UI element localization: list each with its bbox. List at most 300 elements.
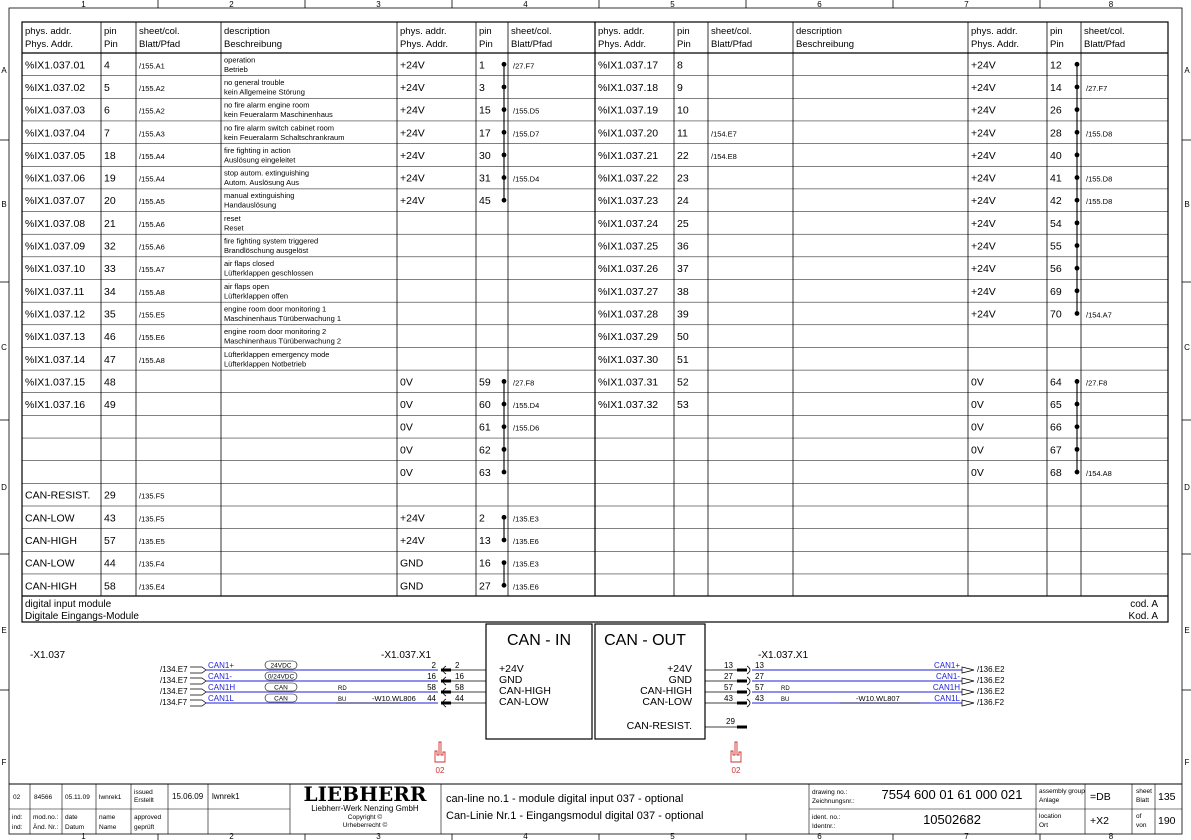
- pin-number: 47: [104, 353, 116, 366]
- potential-address: +24V: [400, 149, 425, 162]
- connector-arrow: [962, 667, 974, 673]
- potential-pin: 60: [479, 399, 491, 412]
- can-in-signal: +24V: [499, 663, 524, 675]
- connector-pin: 27: [755, 672, 764, 681]
- plug-symbol: [747, 699, 750, 707]
- title-field-label: drawing no.:: [812, 789, 848, 796]
- potential-reference: /27.F8: [1086, 378, 1108, 388]
- description-en: engine room door monitoring 2: [224, 327, 327, 337]
- header-label: Blatt/Pfad: [1084, 39, 1126, 50]
- connector-label: -X1.037.X1: [381, 650, 432, 661]
- potential-pin: 59: [479, 376, 491, 389]
- connector-label: -X1.037.X1: [758, 650, 809, 661]
- potential-reference: /135.E3: [513, 514, 539, 524]
- potential-reference: /135.E3: [513, 559, 539, 569]
- potential-reference: /154.A8: [1086, 469, 1112, 479]
- connector-pin: 57: [755, 683, 764, 692]
- pin-number: 29: [104, 489, 116, 502]
- pin-number: 10: [677, 104, 689, 117]
- rev-date: 05.11.09: [65, 794, 90, 801]
- sheet-reference: /135.F4: [139, 559, 165, 569]
- title-field-label: von: [1136, 822, 1147, 829]
- potential-address: 0V: [971, 421, 984, 434]
- phys-address: %IX1.037.10: [25, 263, 86, 276]
- sheet-reference: /135.F5: [139, 491, 165, 501]
- sheet-reference: /154.E8: [711, 151, 737, 161]
- potential-address: +24V: [400, 59, 425, 72]
- potential-pin: 15: [479, 104, 491, 117]
- phys-address: CAN-LOW: [25, 557, 75, 570]
- row-marker: B: [1, 200, 7, 209]
- potential-address: 0V: [971, 467, 984, 480]
- potential-pin: 17: [479, 127, 491, 140]
- cross-reference: /134.E7: [160, 665, 188, 674]
- cross-reference: /134.E7: [160, 687, 188, 696]
- cross-reference: /134.E7: [160, 676, 188, 685]
- terminal-pin: 16: [455, 672, 464, 681]
- cable-label: -W10.WL807: [856, 694, 900, 703]
- header-label: Blatt/Pfad: [511, 39, 553, 50]
- sheet-reference: /155.A6: [139, 219, 165, 229]
- can-out-signal: CAN-LOW: [642, 696, 692, 708]
- phys-address: %IX1.037.32: [598, 399, 659, 412]
- terminal-pin: 13: [724, 661, 733, 670]
- row-marker: F: [1184, 758, 1190, 767]
- potential-pin: 70: [1050, 308, 1062, 321]
- potential-address: +24V: [400, 534, 425, 547]
- potential-pin: 14: [1050, 81, 1062, 94]
- pin-number: 7: [104, 127, 110, 140]
- pin-number: 58: [104, 580, 116, 593]
- description-en: no fire alarm engine room: [224, 100, 310, 110]
- header-label: Pin: [104, 39, 118, 50]
- potential-pin: 2: [479, 512, 485, 525]
- total-sheets: 190: [1158, 815, 1176, 827]
- potential-address: GND: [400, 580, 424, 593]
- header-label: Phys. Addr.: [400, 39, 449, 50]
- potential-pin: 31: [479, 172, 491, 185]
- sheet-reference: /155.A1: [139, 61, 165, 71]
- title-field-label: Erstellt: [134, 797, 154, 804]
- column-marker: 1: [81, 0, 86, 9]
- pin-bar: [737, 680, 747, 683]
- phys-address: %IX1.037.16: [25, 399, 86, 412]
- pin-bar: [441, 691, 451, 694]
- phys-address: CAN-HIGH: [25, 580, 77, 593]
- connector-arrow: [962, 678, 974, 684]
- connector-arrow: [962, 689, 974, 695]
- header-label: Pin: [677, 39, 691, 50]
- potential-address: 0V: [400, 467, 413, 480]
- potential-address: +24V: [400, 127, 425, 140]
- potential-address: +24V: [971, 240, 996, 253]
- description-de: Lüfterklappen Notbetrieb: [224, 359, 307, 369]
- connector-pin: 44: [427, 694, 436, 703]
- sheet-reference: /155.A2: [139, 106, 165, 116]
- phys-address: %IX1.037.02: [25, 81, 86, 94]
- sheet-reference: /155.E6: [139, 333, 165, 343]
- header-label: sheet/col.: [511, 26, 552, 37]
- description-de: kein Allgemeine Störung: [224, 87, 305, 97]
- description-en: engine room door monitoring 1: [224, 304, 327, 314]
- header-label: Phys. Addr.: [25, 39, 74, 50]
- connector-pin: 13: [755, 661, 764, 670]
- title-field-label: of: [1136, 813, 1142, 820]
- phys-address: %IX1.037.08: [25, 217, 86, 230]
- potential-address: +24V: [971, 217, 996, 230]
- description-de: Handauslösung: [224, 200, 277, 210]
- pin-number: 33: [104, 263, 116, 276]
- signal-name: CAN1L: [208, 694, 234, 703]
- pin-bar: [441, 680, 451, 683]
- description-de: Betrieb: [224, 64, 248, 74]
- potential-address: 0V: [971, 376, 984, 389]
- row-marker: A: [1184, 66, 1190, 75]
- potential-reference: /135.E6: [513, 582, 539, 592]
- cross-reference: /136.E2: [977, 676, 1005, 685]
- wire-tag-text: 0/24VDC: [267, 673, 295, 681]
- potential-pin: 63: [479, 467, 491, 480]
- phys-address: %IX1.037.11: [25, 285, 85, 298]
- row-marker: A: [1, 66, 7, 75]
- title-field-label: Identnr.:: [812, 823, 836, 830]
- description-en: air flaps open: [224, 281, 270, 291]
- wire-tag-text: CAN: [274, 695, 288, 703]
- terminal-label: -X1.037: [30, 650, 66, 661]
- potential-reference: /27.F7: [513, 61, 535, 71]
- can-in-title: CAN - IN: [507, 632, 571, 649]
- potential-pin: 68: [1050, 467, 1062, 480]
- sheet-reference: /135.E4: [139, 582, 165, 592]
- pin-number: 34: [104, 285, 116, 298]
- pin-number: 36: [677, 240, 689, 253]
- row-marker: F: [1, 758, 7, 767]
- title-field-label: date: [65, 814, 78, 821]
- sheet-reference: /155.A4: [139, 151, 165, 161]
- sheet-reference: /155.A8: [139, 287, 165, 297]
- potential-address: 0V: [400, 399, 413, 412]
- row-marker: B: [1184, 200, 1190, 209]
- row-marker: D: [1184, 483, 1190, 492]
- phys-address: %IX1.037.17: [598, 59, 659, 72]
- issued-name: lwnrek1: [212, 792, 240, 801]
- cross-reference: /136.E2: [977, 665, 1005, 674]
- column-marker: 3: [376, 0, 381, 9]
- signal-name: CAN1-: [935, 672, 960, 681]
- header-label: phys. addr.: [598, 26, 645, 37]
- description-en: air flaps closed: [224, 259, 275, 269]
- description-en: operation: [224, 55, 256, 65]
- potential-pin: 30: [479, 149, 491, 162]
- pin-number: 18: [104, 149, 116, 162]
- header-label: pin: [1050, 26, 1063, 37]
- phys-address: %IX1.037.07: [25, 195, 86, 208]
- potential-pin: 13: [479, 534, 491, 547]
- pin-number: 5: [104, 81, 110, 94]
- title-field-label: ind:: [12, 814, 23, 821]
- header-label: Blatt/Pfad: [139, 39, 181, 50]
- pin-number: 39: [677, 308, 689, 321]
- column-marker: 4: [523, 832, 528, 840]
- title-field-label: approved: [134, 814, 162, 821]
- copyright-en: Copyright ©: [347, 814, 383, 821]
- signal-name: CAN1+: [933, 661, 960, 670]
- connector-arrow: [190, 678, 206, 684]
- terminal-pin: 44: [455, 694, 464, 703]
- plug-symbol: [747, 688, 750, 696]
- pin-number: 44: [104, 557, 116, 570]
- potential-reference: /155.D8: [1086, 197, 1113, 207]
- potential-address: +24V: [400, 104, 425, 117]
- potential-reference: /154.A7: [1086, 310, 1112, 320]
- pin-bar: [737, 691, 747, 694]
- row-marker: E: [1184, 626, 1190, 635]
- pin-number: 6: [104, 104, 110, 117]
- header-label: Blatt/Pfad: [711, 39, 753, 50]
- sheet-reference: /135.E5: [139, 536, 165, 546]
- row-marker: E: [1, 626, 7, 635]
- phys-address: %IX1.037.15: [25, 376, 86, 389]
- description-de: Auslösung eingeleitet: [224, 155, 296, 165]
- header-label: Beschreibung: [224, 39, 283, 50]
- connector-arrow: [962, 700, 974, 706]
- phys-address: %IX1.037.30: [598, 353, 659, 366]
- phys-address: CAN-LOW: [25, 512, 75, 525]
- cross-reference: /136.E2: [977, 687, 1005, 696]
- potential-reference: /135.E6: [513, 536, 539, 546]
- potential-address: +24V: [971, 81, 996, 94]
- description-de: Lüfterklappen geschlossen: [224, 268, 314, 278]
- column-marker: 7: [964, 0, 969, 9]
- drawing-number: 7554 600 01 61 000 021: [881, 787, 1023, 802]
- copyright-de: Urheberrecht ©: [342, 822, 388, 829]
- column-marker: 2: [229, 0, 234, 9]
- title-field-label: Anlage: [1039, 797, 1060, 804]
- title-field-label: Zeichnungsnr.:: [812, 798, 855, 805]
- can-in-signal: CAN-HIGH: [499, 685, 551, 697]
- pin-number: 24: [677, 195, 689, 208]
- potential-pin: 1: [479, 59, 485, 72]
- can-in-signal: GND: [499, 674, 523, 686]
- description-en: Lüfterklappen emergency mode: [224, 349, 330, 359]
- phys-address: %IX1.037.19: [598, 104, 659, 117]
- module-caption-de: Digitale Eingangs-Module: [25, 611, 139, 622]
- column-marker: 7: [964, 832, 969, 840]
- phys-address: CAN-RESIST.: [25, 489, 91, 502]
- phys-address: %IX1.037.27: [598, 285, 659, 298]
- wire-color: BU: [781, 697, 790, 703]
- phys-address: %IX1.037.22: [598, 172, 659, 185]
- potential-address: 0V: [971, 399, 984, 412]
- assembly-group: =DB: [1090, 791, 1111, 803]
- sheet-number: 135: [1158, 791, 1176, 803]
- pin-number: 43: [104, 512, 116, 525]
- column-marker: 8: [1108, 832, 1114, 840]
- wire-color: RD: [338, 686, 347, 692]
- pin-number: 46: [104, 331, 116, 344]
- potential-pin: 65: [1050, 399, 1062, 412]
- title-field-label: Name: [99, 824, 117, 831]
- potential-address: 0V: [400, 421, 413, 434]
- potential-reference: /155.D5: [513, 106, 540, 116]
- pin-number: 4: [104, 59, 110, 72]
- phys-address: %IX1.037.20: [598, 127, 659, 140]
- header-label: sheet/col.: [1084, 26, 1125, 37]
- title-field-label: Datum: [65, 824, 85, 831]
- potential-pin: 27: [479, 580, 491, 593]
- signal-name: CAN1H: [932, 683, 960, 692]
- potential-address: +24V: [400, 81, 425, 94]
- potential-reference: /155.D4: [513, 401, 540, 411]
- potential-pin: 16: [479, 557, 491, 570]
- title-field-label: geprüft: [134, 824, 155, 831]
- phys-address: %IX1.037.06: [25, 172, 86, 185]
- phys-address: %IX1.037.03: [25, 104, 86, 117]
- connector-pin: 16: [427, 672, 436, 681]
- wire-color: RD: [781, 686, 790, 692]
- potential-reference: /27.F8: [513, 378, 535, 388]
- potential-pin: 61: [479, 421, 491, 434]
- drawing-title-en: can-line no.1 - module digital input 037 - optional: [446, 793, 684, 805]
- header-label: phys. addr.: [400, 26, 447, 37]
- plug-symbol: [747, 677, 750, 685]
- description-de: Lüfterklappen offen: [224, 291, 289, 301]
- phys-address: %IX1.037.29: [598, 331, 659, 344]
- can-out-signal: GND: [668, 674, 692, 686]
- pin-number: 57: [104, 534, 116, 547]
- pin-number: 19: [104, 172, 116, 185]
- pin-number: 48: [104, 376, 116, 389]
- connector-pin: 43: [755, 694, 764, 703]
- connector-arrow: [190, 689, 206, 695]
- description-de: Maschinenhaus Türüberwachung 2: [224, 336, 342, 346]
- phys-address: %IX1.037.01: [25, 59, 86, 72]
- phys-address: %IX1.037.25: [598, 240, 659, 253]
- potential-pin: 55: [1050, 240, 1062, 253]
- potential-pin: 64: [1050, 376, 1062, 389]
- terminal-pin: 57: [724, 683, 733, 692]
- header-label: phys. addr.: [971, 26, 1018, 37]
- column-marker: 6: [817, 832, 822, 840]
- pin-number: 53: [677, 399, 689, 412]
- pin-number: 11: [677, 127, 688, 140]
- can-in-signal: CAN-LOW: [499, 696, 549, 708]
- potential-address: +24V: [971, 149, 996, 162]
- potential-reference: /155.D4: [513, 174, 540, 184]
- potential-address: +24V: [971, 127, 996, 140]
- potential-address: 0V: [971, 444, 984, 457]
- pin-bar: [737, 669, 747, 672]
- column-marker: 5: [670, 0, 675, 9]
- title-field-label: Änd. Nr.:: [33, 824, 59, 831]
- potential-address: +24V: [971, 172, 996, 185]
- phys-address: CAN-HIGH: [25, 534, 77, 547]
- title-field-label: issued: [134, 789, 153, 796]
- signal-name: CAN1-: [208, 672, 233, 681]
- potential-pin: 67: [1050, 444, 1062, 457]
- pin-number: 49: [104, 399, 116, 412]
- pin-number: 25: [677, 217, 689, 230]
- sheet-reference: /155.A2: [139, 83, 165, 93]
- header-label: sheet/col.: [711, 26, 752, 37]
- potential-address: 0V: [400, 444, 413, 457]
- pin-number: 37: [677, 263, 689, 276]
- potential-reference: /155.D8: [1086, 174, 1113, 184]
- potential-reference: /155.D7: [513, 129, 540, 139]
- pin-number: 38: [677, 285, 689, 298]
- potential-address: +24V: [971, 104, 996, 117]
- connector-arrow: [190, 700, 206, 706]
- potential-address: +24V: [971, 308, 996, 321]
- can-out-signal: CAN-HIGH: [640, 685, 692, 697]
- description-de: Brandlöschung ausgelöst: [224, 246, 309, 256]
- pin-number: 35: [104, 308, 116, 321]
- sheet-reference: /155.A7: [139, 265, 165, 275]
- signal-name: CAN1L: [934, 694, 960, 703]
- header-label: description: [796, 26, 842, 37]
- can-out-signal: CAN-RESIST.: [626, 720, 692, 732]
- description-de: Autom. Auslösung Aus: [224, 178, 300, 188]
- header-label: pin: [677, 26, 690, 37]
- pin-number: 32: [104, 240, 116, 253]
- pin-number: 50: [677, 331, 689, 344]
- rev-name: lwnrek1: [99, 794, 122, 801]
- column-marker: 5: [670, 832, 675, 840]
- potential-reference: /155.D8: [1086, 129, 1113, 139]
- terminal-pin: 27: [724, 672, 733, 681]
- potential-address: +24V: [971, 285, 996, 298]
- sheet-reference: /155.A3: [139, 129, 165, 139]
- column-marker: 1: [81, 832, 86, 840]
- wire-tag-text: CAN: [274, 684, 288, 692]
- mark-label: 02: [435, 766, 445, 775]
- location: +X2: [1090, 815, 1109, 827]
- title-field-label: mod.no.:: [33, 814, 59, 821]
- title-field-label: Blatt: [1136, 797, 1150, 804]
- title-field-label: ind:: [12, 824, 23, 831]
- phys-address: %IX1.037.09: [25, 240, 86, 253]
- cable-label: -W10.WL806: [372, 694, 416, 703]
- row-marker: D: [1, 483, 7, 492]
- pin-number: 22: [677, 149, 689, 162]
- potential-pin: 28: [1050, 127, 1062, 140]
- header-label: Beschreibung: [796, 39, 855, 50]
- potential-pin: 56: [1050, 263, 1062, 276]
- description-de: Reset: [224, 223, 244, 233]
- phys-address: %IX1.037.12: [25, 308, 86, 321]
- title-field-label: assembly group: [1039, 788, 1085, 795]
- issued-date: 15.06.09: [172, 792, 204, 801]
- header-label: phys. addr.: [25, 26, 72, 37]
- phys-address: %IX1.037.28: [598, 308, 659, 321]
- row-marker: C: [1, 343, 7, 352]
- description-de: Maschinenhaus Türüberwachung 1: [224, 313, 342, 323]
- description-en: manual extinguishing: [224, 191, 295, 201]
- potential-reference: /155.D6: [513, 423, 540, 433]
- wire-tag-text: 24VDC: [270, 662, 292, 670]
- description-en: reset: [224, 213, 241, 223]
- potential-pin: 12: [1050, 59, 1062, 72]
- signal-name: CAN1H: [208, 683, 236, 692]
- company-logo: LIEBHERR: [303, 782, 427, 806]
- header-label: pin: [479, 26, 492, 37]
- pin-number: 8: [677, 59, 683, 72]
- phys-address: %IX1.037.13: [25, 331, 86, 344]
- potential-address: +24V: [971, 263, 996, 276]
- description-en: no fire alarm switch cabinet room: [224, 123, 335, 133]
- potential-address: +24V: [400, 172, 425, 185]
- sheet-reference: /155.E5: [139, 310, 165, 320]
